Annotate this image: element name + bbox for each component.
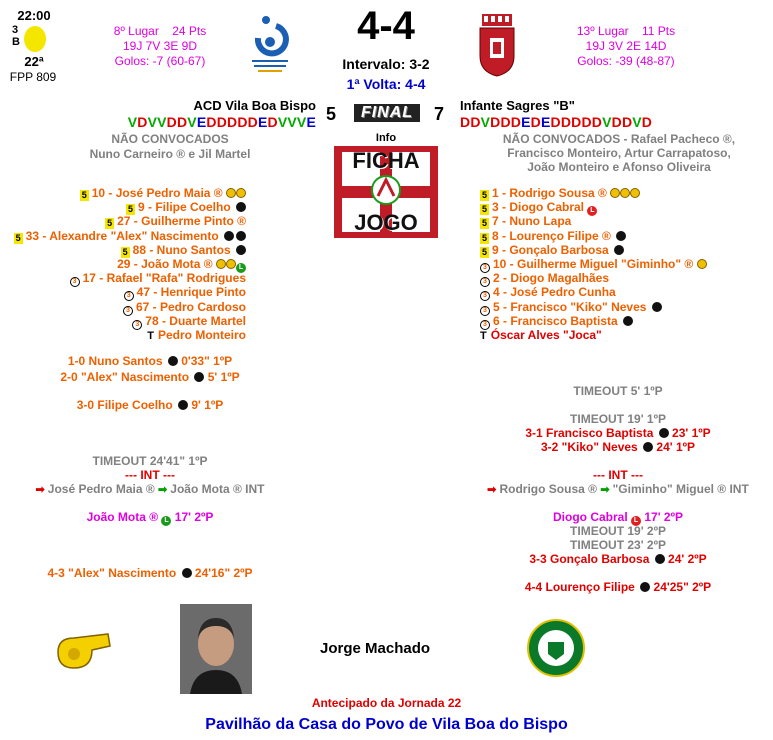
player-name: 9 - Gonçalo Barbosa (492, 242, 609, 257)
player-row[interactable] (480, 328, 710, 343)
form-letter: E (196, 114, 207, 130)
away-club-logo[interactable] (476, 12, 518, 78)
player-row[interactable] (0, 328, 246, 343)
final-status-badge: FINAL (354, 104, 420, 122)
substitute-badge: 3 (70, 277, 80, 287)
event-time: 17' 2ºP (171, 510, 214, 524)
goal-ball-icon (224, 231, 234, 241)
player-name: 10 - Guilherme Miguel "Giminho" ® (493, 257, 694, 271)
own-goal-icon: L (587, 206, 597, 216)
home-form (80, 114, 316, 130)
starter-badge: 5 (107, 218, 113, 229)
goal-ball-icon (652, 302, 662, 312)
timeout-text: TIMEOUT 19' 2ºP (570, 524, 666, 538)
event-text: Diogo Cabral (553, 510, 628, 524)
event-time: 5' 1ºP (204, 370, 240, 384)
player-name: 2 - Diogo Magalhães (493, 271, 610, 286)
federation-crest-icon (526, 618, 586, 678)
fpp-label: FPP 809 (9, 70, 57, 84)
starter-badge: 5 (481, 218, 487, 229)
form-letter: D (166, 114, 177, 130)
player-name: Óscar Alves "Joca" (490, 328, 602, 342)
event-text: 4-3 "Alex" Nascimento (47, 566, 177, 580)
goal-ball-icon (236, 231, 246, 241)
yellow-card-icon (630, 188, 640, 198)
match-sheet-logo[interactable] (334, 146, 438, 238)
interval-marker (0, 468, 330, 482)
form-letter: D (267, 114, 278, 130)
form-letter: E (540, 114, 551, 130)
player-name: 10 - José Pedro Maia ® (91, 186, 223, 200)
event-time: 17' 2ºP (641, 510, 683, 524)
timeout-text: TIMEOUT 24'41" 1ºP (92, 454, 208, 468)
player-row[interactable] (0, 229, 246, 244)
home-player-count: 5 (326, 104, 337, 124)
form-letter: V (287, 114, 297, 130)
event-time: 0'33" 1ºP (177, 354, 233, 368)
starter-badge: 5 (81, 190, 87, 200)
form-letter: D (621, 114, 633, 130)
goal-event (0, 398, 330, 412)
form-letter: D (530, 114, 541, 130)
form-letter: D (470, 114, 481, 130)
sub-out-icon: ➡ (35, 484, 48, 496)
timeout-text: TIMEOUT 19' 1ºP (570, 412, 666, 426)
player-name: 33 - Alexandre "Alex" Nascimento (25, 228, 219, 243)
interval-marker (438, 468, 773, 482)
event-time: 24'16" 2ºP (191, 566, 253, 580)
sub-in-icon: ➡ (600, 484, 613, 496)
event-time: 24' 2ºP (664, 552, 707, 566)
event-text: 3-0 Filipe Coelho (76, 398, 173, 412)
final-score: 4-4 (357, 4, 415, 48)
timeout-event (438, 412, 773, 426)
player-row[interactable] (480, 229, 710, 244)
first-leg-score: 1ª Volta: 4-4 (346, 76, 426, 92)
own-goal-icon: L (161, 516, 171, 526)
goal-ball-icon (194, 372, 204, 382)
form-letter: V (127, 114, 138, 130)
event-text: 4-4 Lourenço Filipe (524, 580, 635, 594)
away-not-called: NÃO CONVOCADOS - Rafael Pacheco ®, Francisco Monteiro, Artur Carrapatoso, João Monteiro e Afonso Oliveira (502, 132, 736, 174)
goal-ball-icon (236, 245, 246, 255)
home-club-logo[interactable] (248, 12, 292, 76)
goal-ball-icon (655, 554, 665, 564)
home-team-name[interactable]: ACD Vila Boa Bispo (193, 98, 316, 113)
timeout-event (438, 524, 773, 538)
form-letter: D (611, 114, 622, 130)
halftime-score: Intervalo: 3-2 (342, 56, 430, 72)
referee-photo (180, 604, 252, 694)
yellow-card-icon (236, 188, 246, 198)
substitute-badge: 3 (123, 306, 133, 316)
timeout-event (438, 538, 773, 552)
event-text: 3-2 "Kiko" Neves (540, 440, 638, 454)
form-letter: E (521, 114, 531, 130)
starter-badge: 5 (481, 204, 487, 215)
player-name: 27 - Guilherme Pinto ® (117, 214, 246, 229)
info-link[interactable]: Info (375, 132, 397, 144)
away-standings: 13º Lugar 11 Pts 19J 3V 2E 14D Golos: -39 (48-87) (576, 24, 676, 68)
goal-ball-icon (659, 428, 669, 438)
yellow-card-icon (226, 259, 236, 269)
form-letter: V (480, 114, 491, 130)
player-name: Pedro Monteiro (157, 328, 246, 342)
starter-badge: 5 (127, 204, 133, 215)
player-row[interactable] (0, 214, 246, 229)
away-team-name[interactable]: Infante Sagres "B" (460, 98, 575, 113)
player-name: 29 - João Mota ® (117, 257, 213, 271)
interval-text: --- INT --- (593, 468, 643, 482)
starter-badge: 5 (481, 246, 487, 257)
goal-ball-icon (623, 316, 633, 326)
goal-event (438, 552, 773, 566)
venue-name: Pavilhão da Casa do Povo de Vila Boa do Bispo (205, 716, 568, 733)
form-letter: D (560, 114, 572, 130)
player-row[interactable] (480, 243, 710, 258)
player-name: 88 - Nuno Santos (132, 242, 231, 257)
form-letter: D (247, 114, 258, 130)
form-letter: V (157, 114, 167, 130)
substitute-badge: 3 (480, 277, 490, 287)
player-name: 1 - Rodrigo Sousa ® (492, 186, 607, 200)
player-name: 7 - Nuno Lapa (492, 214, 572, 229)
sub-in-player: "Giminho" Miguel ® INT (612, 482, 749, 496)
timeout-event (438, 384, 773, 398)
goal-ball-icon (168, 356, 178, 366)
starter-badge: 5 (481, 190, 487, 200)
yellow-card-icon (620, 188, 630, 198)
event-time: 9' 1ºP (188, 398, 224, 412)
own-goal-icon: L (236, 263, 246, 273)
event-text: 1-0 Nuno Santos (67, 354, 163, 368)
form-letter: D (581, 114, 592, 130)
goal-event (0, 370, 330, 384)
form-letter: E (306, 114, 316, 130)
goal-ball-icon (614, 245, 624, 255)
event-text: 3-3 Gonçalo Barbosa (529, 552, 650, 566)
form-letter: D (216, 114, 228, 130)
ficha-text: FICHA (352, 148, 420, 173)
sub-in-icon: ➡ (158, 484, 171, 496)
jogo-text: JOGO (354, 210, 418, 235)
form-letter: D (176, 114, 188, 130)
match-time: 22:00 (17, 8, 51, 23)
player-name: 67 - Pedro Cardoso (135, 299, 246, 314)
goal-ball-icon (182, 568, 192, 578)
form-letter: V (147, 114, 158, 130)
player-name: 6 - Francisco Baptista (493, 313, 618, 328)
player-name: 78 - Duarte Martel (145, 313, 246, 328)
form-letter: V (187, 114, 197, 130)
yellow-card-icon (697, 259, 707, 269)
substitute-badge: 3 (480, 320, 490, 330)
event-time: 24' 1ºP (653, 440, 696, 454)
away-player-count: 7 (434, 104, 445, 124)
own-goal-icon: L (631, 516, 641, 526)
form-letter: D (137, 114, 148, 130)
player-row[interactable] (0, 186, 246, 201)
interval-text: --- INT --- (125, 468, 175, 482)
player-row[interactable] (480, 214, 710, 229)
away-form (460, 114, 720, 130)
goal-event (438, 580, 773, 594)
substitution-event (438, 482, 773, 497)
level-badge (10, 24, 48, 54)
form-letter: D (237, 114, 248, 130)
whistle-icon (52, 624, 116, 672)
home-not-called: NÃO CONVOCADOS Nuno Carneiro ® e Jil Martel (89, 132, 251, 161)
round-label: 22ª (24, 54, 44, 69)
player-name: 5 - Francisco "Kiko" Neves (493, 299, 647, 314)
player-row[interactable] (0, 200, 246, 215)
form-letter: D (227, 114, 238, 130)
referee-name: Jorge Machado (320, 640, 431, 657)
substitution-event (0, 482, 330, 497)
substitute-badge: 3 (480, 263, 490, 273)
sub-out-player: Rodrigo Sousa ® (499, 482, 601, 496)
starter-badge: 5 (122, 246, 128, 257)
form-letter: V (296, 114, 307, 130)
event-text: João Mota ® (86, 510, 159, 524)
substitute-badge: 3 (480, 306, 490, 316)
form-letter: D (460, 114, 471, 130)
goal-ball-icon (178, 400, 188, 410)
coach-icon: T (147, 330, 154, 342)
player-name: 8 - Lourenço Filipe ® (492, 228, 611, 243)
yellow-card-icon (610, 188, 620, 198)
yellow-card-icon (226, 188, 236, 198)
timeout-text: TIMEOUT 23' 2ºP (570, 538, 666, 552)
player-name: 9 - Filipe Coelho (137, 200, 231, 215)
form-letter: D (571, 114, 582, 130)
goal-event (438, 440, 773, 454)
starter-badge: 5 (481, 232, 487, 243)
yellow-card-icon (216, 259, 226, 269)
form-letter: D (641, 114, 653, 130)
form-letter: E (257, 114, 268, 130)
goal-ball-icon (616, 231, 626, 241)
player-name: 4 - José Pedro Cunha (493, 285, 616, 300)
form-letter: D (206, 114, 217, 130)
schedule-note: Antecipado da Jornada 22 (311, 696, 462, 710)
event-text: 3-1 Francisco Baptista (525, 426, 654, 440)
form-letter: D (510, 114, 522, 130)
goal-event (0, 354, 330, 368)
form-letter: V (602, 114, 612, 130)
timeout-text: TIMEOUT 5' 1ºP (573, 384, 663, 398)
home-standings: 8º Lugar 24 Pts 19J 7V 3E 9D Golos: -7 (60-67) (113, 24, 207, 68)
event-time: 23' 1ºP (668, 426, 711, 440)
sub-out-icon: ➡ (487, 484, 500, 496)
form-letter: D (591, 114, 603, 130)
starter-badge: 5 (15, 232, 21, 243)
form-letter: D (490, 114, 501, 130)
player-name: 17 - Rafael "Rafa" Rodrigues (82, 271, 246, 286)
form-letter: V (277, 114, 288, 130)
goal-ball-icon (643, 442, 653, 452)
substitute-badge: 3 (132, 320, 142, 330)
sub-in-player: João Mota ® INT (170, 482, 265, 496)
coach-icon: T (480, 330, 487, 342)
form-letter: D (500, 114, 511, 130)
timeout-event (0, 454, 330, 468)
event-time: 24'25" 2ºP (650, 580, 712, 594)
sub-out-player: José Pedro Maia ® (47, 482, 159, 496)
level-label: 3B (12, 24, 20, 48)
goal-event (0, 566, 330, 580)
goal-event (438, 426, 773, 440)
player-name: 3 - Diogo Cabral (492, 200, 585, 215)
goal-event (0, 510, 330, 526)
player-row[interactable] (0, 243, 246, 258)
substitute-badge: 3 (480, 291, 490, 301)
goal-ball-icon (640, 582, 650, 592)
form-letter: D (550, 114, 561, 130)
goal-ball-icon (236, 202, 246, 212)
player-row[interactable] (480, 186, 710, 201)
player-name: 47 - Henrique Pinto (136, 285, 246, 300)
substitute-badge: 3 (124, 291, 134, 301)
event-text: 2-0 "Alex" Nascimento (60, 370, 190, 384)
form-letter: V (632, 114, 642, 130)
